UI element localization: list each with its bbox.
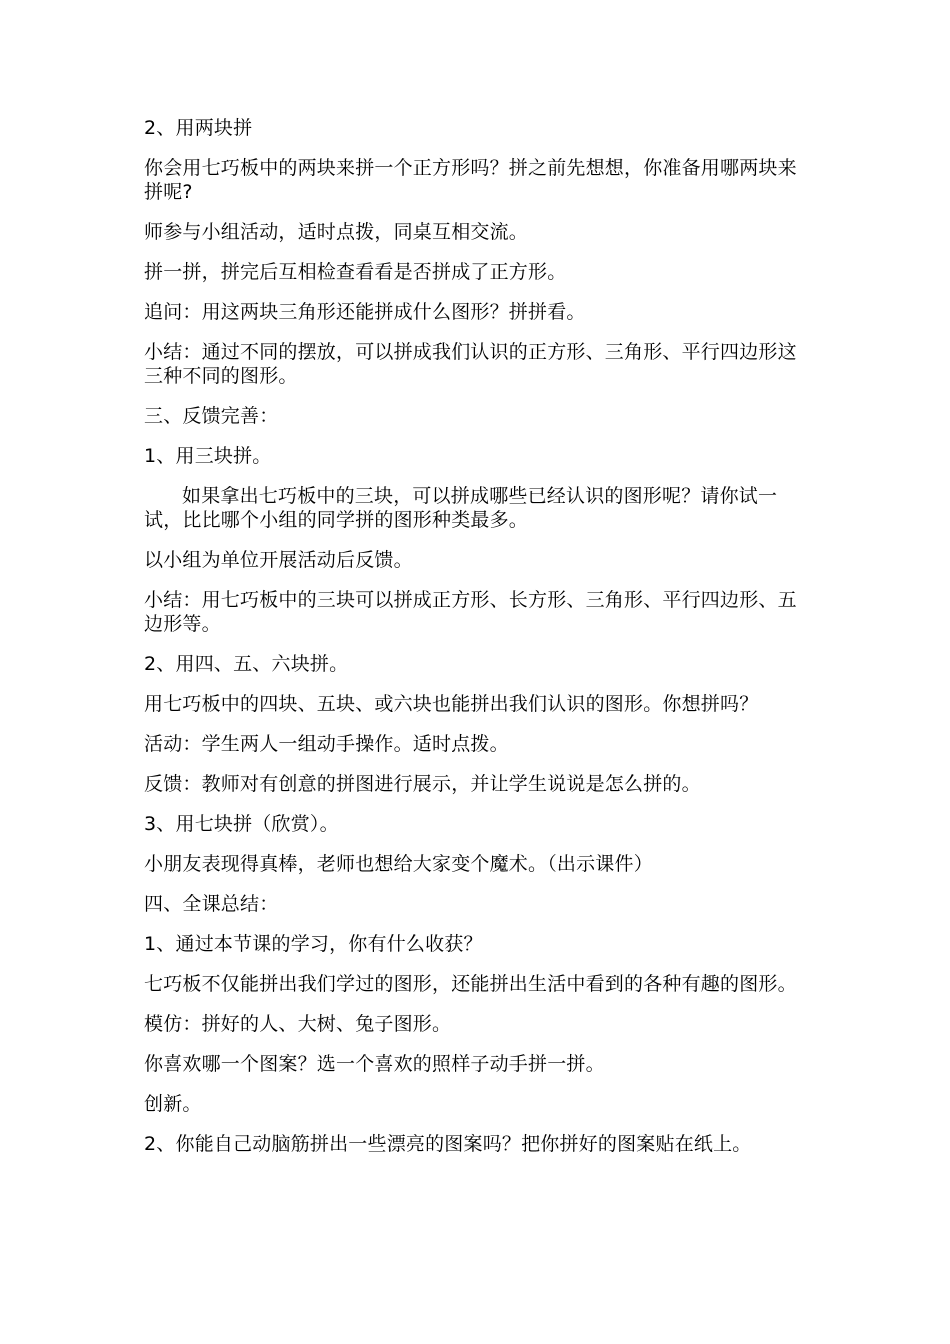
paragraph: 你喜欢哪一个图案？选一个喜欢的照样子动手拼一拼。 <box>144 1053 605 1075</box>
paragraph: 小结：用七巧板中的三块可以拼成正方形、长方形、三角形、平行四边形、五边形等。 <box>144 589 797 635</box>
paragraph: 用七巧板中的四块、五块、或六块也能拼出我们认识的图形。你想拼吗？ <box>144 693 759 715</box>
subheading: 1、用三块拼。 <box>144 445 272 467</box>
paragraph: 小结：通过不同的摆放，可以拼成我们认识的正方形、三角形、平行四边形这三种不同的图形。 <box>144 341 797 387</box>
section-heading: 四、全课总结： <box>144 893 279 915</box>
paragraph: 模仿：拼好的人、大树、兔子图形。 <box>144 1013 452 1035</box>
subheading: 2、你能自己动脑筋拼出一些漂亮的图案吗？把你拼好的图案贴在纸上。 <box>144 1133 752 1155</box>
section-heading: 三、反馈完善： <box>144 405 279 427</box>
paragraph: 小朋友表现得真棒，老师也想给大家变个魔术。（出示课件） <box>144 853 653 875</box>
subheading: 3、用七块拼（欣赏）。 <box>144 813 339 835</box>
paragraph: 拼一拼，拼完后互相检查看看是否拼成了正方形。 <box>144 261 567 283</box>
document-page <box>144 116 812 1172</box>
paragraph: 反馈：教师对有创意的拼图进行展示，并让学生说说是怎么拼的。 <box>144 773 701 795</box>
paragraph: 如果拿出七巧板中的三块，可以拼成哪些已经认识的图形呢？请你试一试，比比哪个小组的同学拼的图形种类最多。 <box>144 485 778 531</box>
subheading: 1、通过本节课的学习，你有什么收获？ <box>144 933 483 955</box>
paragraph: 你会用七巧板中的两块来拼一个正方形吗？拼之前先想想，你准备用哪两块来拼呢? <box>144 157 797 203</box>
paragraph: 七巧板不仅能拼出我们学过的图形，还能拼出生活中看到的各种有趣的图形。 <box>144 973 797 995</box>
paragraph: 2、用两块拼 <box>144 117 253 139</box>
paragraph: 创新。 <box>144 1093 202 1115</box>
subheading: 2、用四、五、六块拼。 <box>144 653 349 675</box>
paragraph: 以小组为单位开展活动后反馈。 <box>144 549 413 571</box>
paragraph: 师参与小组活动，适时点拨，同桌互相交流。 <box>144 221 529 243</box>
paragraph: 追问：用这两块三角形还能拼成什么图形？拼拼看。 <box>144 301 586 323</box>
paragraph: 活动：学生两人一组动手操作。适时点拨。 <box>144 733 509 755</box>
